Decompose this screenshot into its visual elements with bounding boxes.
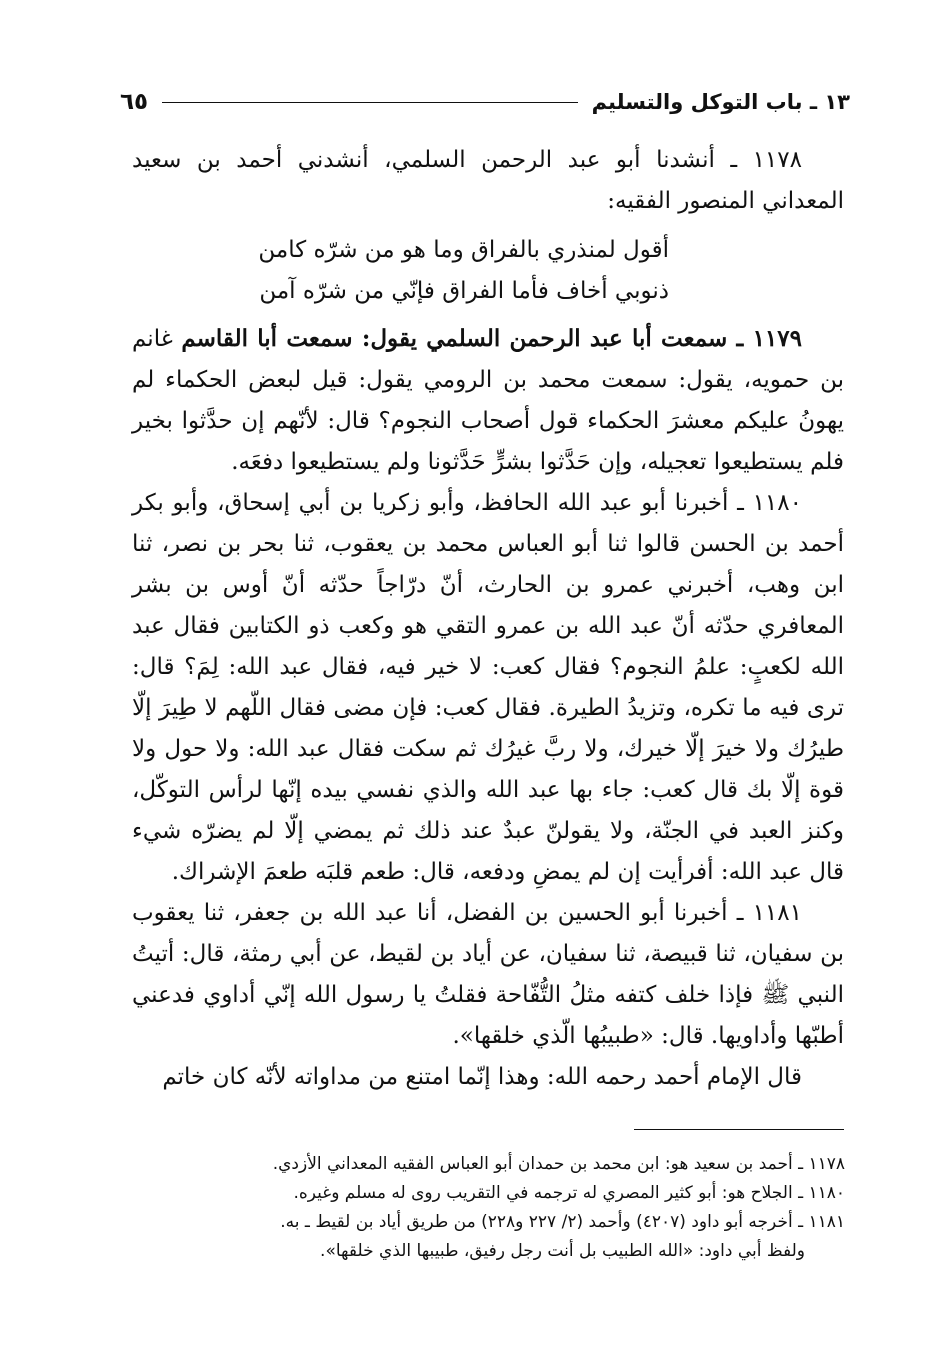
paragraph-1180: ١١٨٠ ـ أخبرنا أبو عبد الله الحافظ، وأبو زكريا بن أبي إسحاق، وأبو بكر أحمد بن الحسن قالوا ثنا أبو العباس محمد بن يعقوب، ثنا بحر بن نصر، ثنا ابن وهب، أخبرني عمرو بن الحارث، أنّ درّاجاً حدّثه أنّ أوس بن بشر المعافري حدّثه أنّ عبد الله بن عمرو التقي هو وكعب ذو الكتابين فقال عبد الله لكعبٍ: علمُ النجوم؟ فقال كعب: لا خير فيه، فقال عبد الله: لِمَ؟ قال: ترى فيه ما تكره، وتزيدُ الطيرة. فقال كعب: فإن مضى فقال اللّهم لا طِيرَ إلّا طيرُك ولا خيرَ إلّا خيرك، ولا ربَّ غيرُك ثم سكت فقال عبد الله: ولا حول ولا قوة إلّا بك قال كعب: جاء بها عبد الله والذي نفسي بيده إنّها لرأس التوكّل، وكنز العبد في الجنّة، ولا يقولنّ عبدٌ عند ذلك ثم يمضي إلّا لم يضرّه شيء قال عبد الله: أفرأيت إن لم يمضِ ودفعه، قال: طعم قلبَه طعمَ الإشراك.: [132, 490, 844, 885]
footnote-1180: ١١٨٠ ـ الجلاح هو: أبو كثير المصري له ترجمه في التقريب روى له مسلم وغيره.: [293, 1183, 845, 1203]
footnote-1181: ١١٨١ ـ أخرجه أبو داود (٤٢٠٧) وأحمد (٢/ ٢٢٧ و٢٢٨) من طريق أياد بن لقيط ـ به.: [280, 1212, 845, 1232]
footnote-rule: [634, 1129, 844, 1130]
paragraph-1181: ١١٨١ ـ أخبرنا أبو الحسين بن الفضل، أنا عبد الله بن جعفر، ثنا يعقوب بن سفيان، ثنا قبيصة، ثنا سفيان، عن أياد بن لقيط، عن أبي رمثة، قال: أتيتُ النبي ﷺ فإذا خلف كتفه مثلُ التُّفّاحة فقلتُ يا رسول الله إنّي أداوي فدعني أطبّها وأداويها. قال: «طبيبُها الّذي خلقها».: [132, 900, 844, 1049]
main-text: [132, 140, 844, 1098]
paragraph-imam: قال الإمام أحمد رحمه الله: وهذا إنّما امتنع من مداواته لأنّه كان خاتم: [162, 1064, 802, 1090]
header-rule: [162, 102, 578, 103]
paragraph-1179-lead: ١١٧٩ ـ سمعت أبا عبد الرحمن السلمي يقول: سمعت أبا القاسم: [181, 325, 802, 352]
paragraph-1179: [132, 318, 844, 483]
footnotes: [200, 1150, 845, 1266]
chapter-title: ١٣ ـ باب التوكل والتسليم: [591, 90, 850, 114]
paragraph-1179-body: غانم بن حمويه، يقول: سمعت محمد بن الرومي يقول: قيل لبعض الحكماء لم يهونُ عليكم معشرَ الحكماء قول أصحاب النجوم؟ قال: لأنّهم إن حدَّثوا بخير فلم يستطيعوا تعجيله، وإن حَدَّثوا بشرٍّ حَدَّثونا ولم يستطيعوا دفعَه.: [132, 326, 844, 475]
paragraph-1178: ١١٧٨ ـ أنشدنا أبو عبد الرحمن السلمي، أنشدني أحمد بن سعيد المعداني المنصور الفقيه:: [132, 147, 844, 214]
poem: [132, 230, 844, 312]
footnote-1181-continued: ولفظ أبي داود: «الله الطبيب بل أنت رجل رفيق، طبيبها الذي خلقها».: [320, 1241, 805, 1261]
poem-line-2: ذنوبي أخاف فأما الفراق فإنّي من شرّه آمن: [259, 278, 669, 304]
page-number: ٦٥: [120, 89, 149, 115]
poem-line-1: أقول لمنذري بالفراق وما هو من شرّه كامن: [258, 237, 669, 263]
footnote-1178: ١١٧٨ ـ أحمد بن سعيد هو: ابن محمد بن حمدان أبو العباس الفقيه المعداني الأزدي.: [272, 1154, 845, 1174]
page-header: [120, 82, 850, 122]
